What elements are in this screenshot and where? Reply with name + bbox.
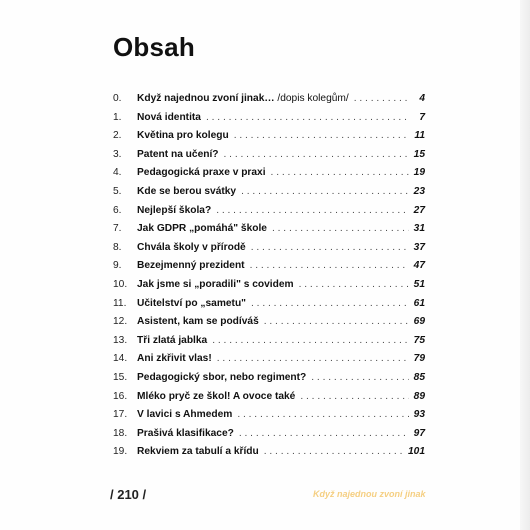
toc-entry — [113, 149, 425, 168]
toc-entry-page: 89 — [413, 390, 425, 402]
toc-entry-title-text: Mléko pryč ze škol! A ovoce také — [137, 390, 296, 402]
table-of-contents — [113, 93, 425, 465]
toc-leader-dots — [217, 353, 409, 364]
toc-leader-dots — [234, 130, 410, 141]
toc-leader-dots — [272, 223, 409, 234]
toc-entry-title — [137, 167, 266, 178]
toc-entry-page: 19 — [413, 167, 425, 179]
toc-entry — [113, 428, 425, 447]
toc-entry-number: 2. — [113, 130, 122, 142]
toc-entry-number: 16. — [113, 390, 128, 402]
toc-entry — [113, 372, 425, 391]
toc-entry-subtitle: /dopis kolegům/ — [274, 93, 349, 104]
toc-entry — [113, 409, 425, 428]
toc-entry-title-text: Pedagogický sbor, nebo regiment? — [137, 371, 307, 383]
toc-leader-dots — [251, 242, 409, 253]
toc-entry-title — [137, 223, 267, 234]
toc-entry-title — [137, 428, 234, 439]
toc-entry — [113, 353, 425, 372]
toc-entry-title-text: Prašivá klasifikace? — [137, 427, 234, 439]
toc-entry-title — [137, 149, 219, 160]
toc-entry — [113, 223, 425, 242]
toc-leader-dots — [311, 372, 408, 383]
toc-leader-dots — [237, 409, 408, 420]
toc-entry-title-text: Květina pro kolegu — [137, 130, 229, 142]
toc-entry-page: 79 — [413, 353, 425, 365]
toc-entry-number: 15. — [113, 371, 128, 383]
toc-entry-title — [137, 130, 229, 141]
toc-entry-title — [137, 446, 259, 457]
toc-entry — [113, 242, 425, 261]
toc-entry-number: 1. — [113, 111, 122, 123]
toc-entry-title — [137, 112, 201, 123]
toc-entry-title-text: Nejlepší škola? — [137, 204, 212, 216]
toc-leader-dots — [216, 205, 408, 216]
toc-leader-dots — [239, 428, 409, 439]
page-title: Obsah — [113, 32, 195, 62]
toc-entry-title — [137, 186, 236, 197]
toc-entry-title-text: Jak GDPR „pomáhá" škole — [137, 223, 267, 235]
toc-entry — [113, 112, 425, 131]
toc-entry — [113, 446, 425, 465]
toc-leader-dots — [271, 167, 409, 178]
toc-entry-page: 47 — [413, 260, 425, 272]
toc-entry-title-text: Chvála školy v přírodě — [137, 241, 246, 253]
toc-entry-page: 101 — [408, 446, 425, 458]
toc-entry-number: 17. — [113, 409, 128, 421]
toc-entry-number: 18. — [113, 427, 128, 439]
toc-entry-title-text: Bezejmenný prezident — [137, 260, 245, 272]
toc-entry-title — [137, 372, 306, 383]
toc-entry-title-text: Patent na učení? — [137, 148, 219, 160]
toc-entry-page: 85 — [413, 371, 425, 383]
toc-entry — [113, 279, 425, 298]
toc-entry-number: 5. — [113, 185, 122, 197]
toc-entry-title-text: Kde se berou svátky — [137, 185, 237, 197]
toc-entry-title — [137, 298, 246, 309]
toc-entry-title — [137, 260, 245, 271]
toc-entry-title — [137, 409, 232, 420]
footer-running-title: Když najednou zvoní jinak — [313, 489, 426, 499]
toc-entry-title-text: Ani zkřivit vlas! — [137, 353, 212, 365]
toc-entry-title — [137, 93, 349, 104]
toc-entry-page: 61 — [413, 297, 425, 309]
toc-entry-page: 11 — [414, 130, 425, 142]
toc-entry-number: 12. — [113, 316, 128, 328]
footer-page-number: / 210 / — [110, 487, 147, 502]
toc-entry-number: 13. — [113, 334, 128, 346]
toc-entry-title-text: Pedagogická praxe v praxi — [137, 167, 266, 179]
toc-entry-page: 51 — [413, 278, 425, 290]
toc-entry-page: 31 — [413, 223, 425, 235]
toc-entry-page: 4 — [419, 93, 425, 104]
toc-entry-page: 97 — [413, 427, 425, 439]
toc-entry-title — [137, 353, 212, 364]
toc-entry-number: 4. — [113, 167, 122, 179]
toc-entry-title — [137, 279, 294, 290]
toc-entry-title-text: Asistent, kam se podíváš — [137, 316, 259, 328]
toc-entry-page: 7 — [419, 111, 425, 123]
toc-entry-page: 15 — [413, 148, 425, 160]
page-edge — [520, 0, 530, 530]
toc-entry-page: 23 — [413, 185, 425, 197]
toc-entry — [113, 93, 425, 112]
toc-leader-dots — [354, 93, 410, 104]
toc-leader-dots — [241, 186, 409, 197]
toc-entry — [113, 298, 425, 317]
toc-entry-number: 6. — [113, 204, 122, 216]
toc-entry-page: 93 — [413, 409, 425, 421]
toc-entry-number: 10. — [113, 278, 128, 290]
toc-entry-number: 19. — [113, 446, 128, 458]
toc-leader-dots — [299, 279, 409, 290]
toc-entry-number: 14. — [113, 353, 128, 365]
toc-entry-number: 8. — [113, 241, 122, 253]
toc-entry-page: 37 — [413, 241, 425, 253]
toc-entry-number: 9. — [113, 260, 122, 272]
toc-entry — [113, 335, 425, 354]
toc-entry-page: 69 — [413, 316, 425, 328]
toc-entry — [113, 186, 425, 205]
toc-entry — [113, 391, 425, 410]
toc-entry-title — [137, 391, 295, 402]
toc-leader-dots — [224, 149, 409, 160]
toc-entry-title-text: Rekviem za tabulí a křídu — [137, 446, 259, 458]
toc-entry-number: 11. — [113, 297, 127, 309]
toc-entry — [113, 167, 425, 186]
toc-entry-title-text: Tři zlatá jablka — [137, 334, 208, 346]
toc-entry-number: 7. — [113, 223, 122, 235]
toc-entry-title — [137, 316, 259, 327]
toc-leader-dots — [264, 446, 403, 457]
toc-entry-title — [137, 242, 246, 253]
toc-entry-title-text: Když najednou zvoní jinak… — [137, 93, 275, 104]
toc-entry-title-text: V lavici s Ahmedem — [137, 409, 233, 421]
toc-entry-page: 27 — [413, 204, 425, 216]
toc-leader-dots — [250, 260, 409, 271]
toc-entry-title — [137, 335, 207, 346]
toc-entry — [113, 316, 425, 335]
toc-leader-dots — [251, 298, 409, 309]
toc-entry-title-text: Nová identita — [137, 111, 201, 123]
toc-entry — [113, 260, 425, 279]
toc-entry-number: 3. — [113, 148, 122, 160]
toc-entry-title-text: Učitelství po „sametu" — [137, 297, 246, 309]
toc-leader-dots — [206, 112, 410, 123]
toc-leader-dots — [264, 316, 409, 327]
toc-entry — [113, 130, 425, 149]
toc-leader-dots — [300, 391, 408, 402]
toc-entry-number: 0. — [113, 93, 122, 104]
toc-entry-page: 75 — [413, 334, 425, 346]
toc-entry — [113, 205, 425, 224]
toc-entry-title — [137, 205, 211, 216]
toc-entry-title-text: Jak jsme si „poradili" s covidem — [137, 278, 294, 290]
toc-leader-dots — [212, 335, 408, 346]
